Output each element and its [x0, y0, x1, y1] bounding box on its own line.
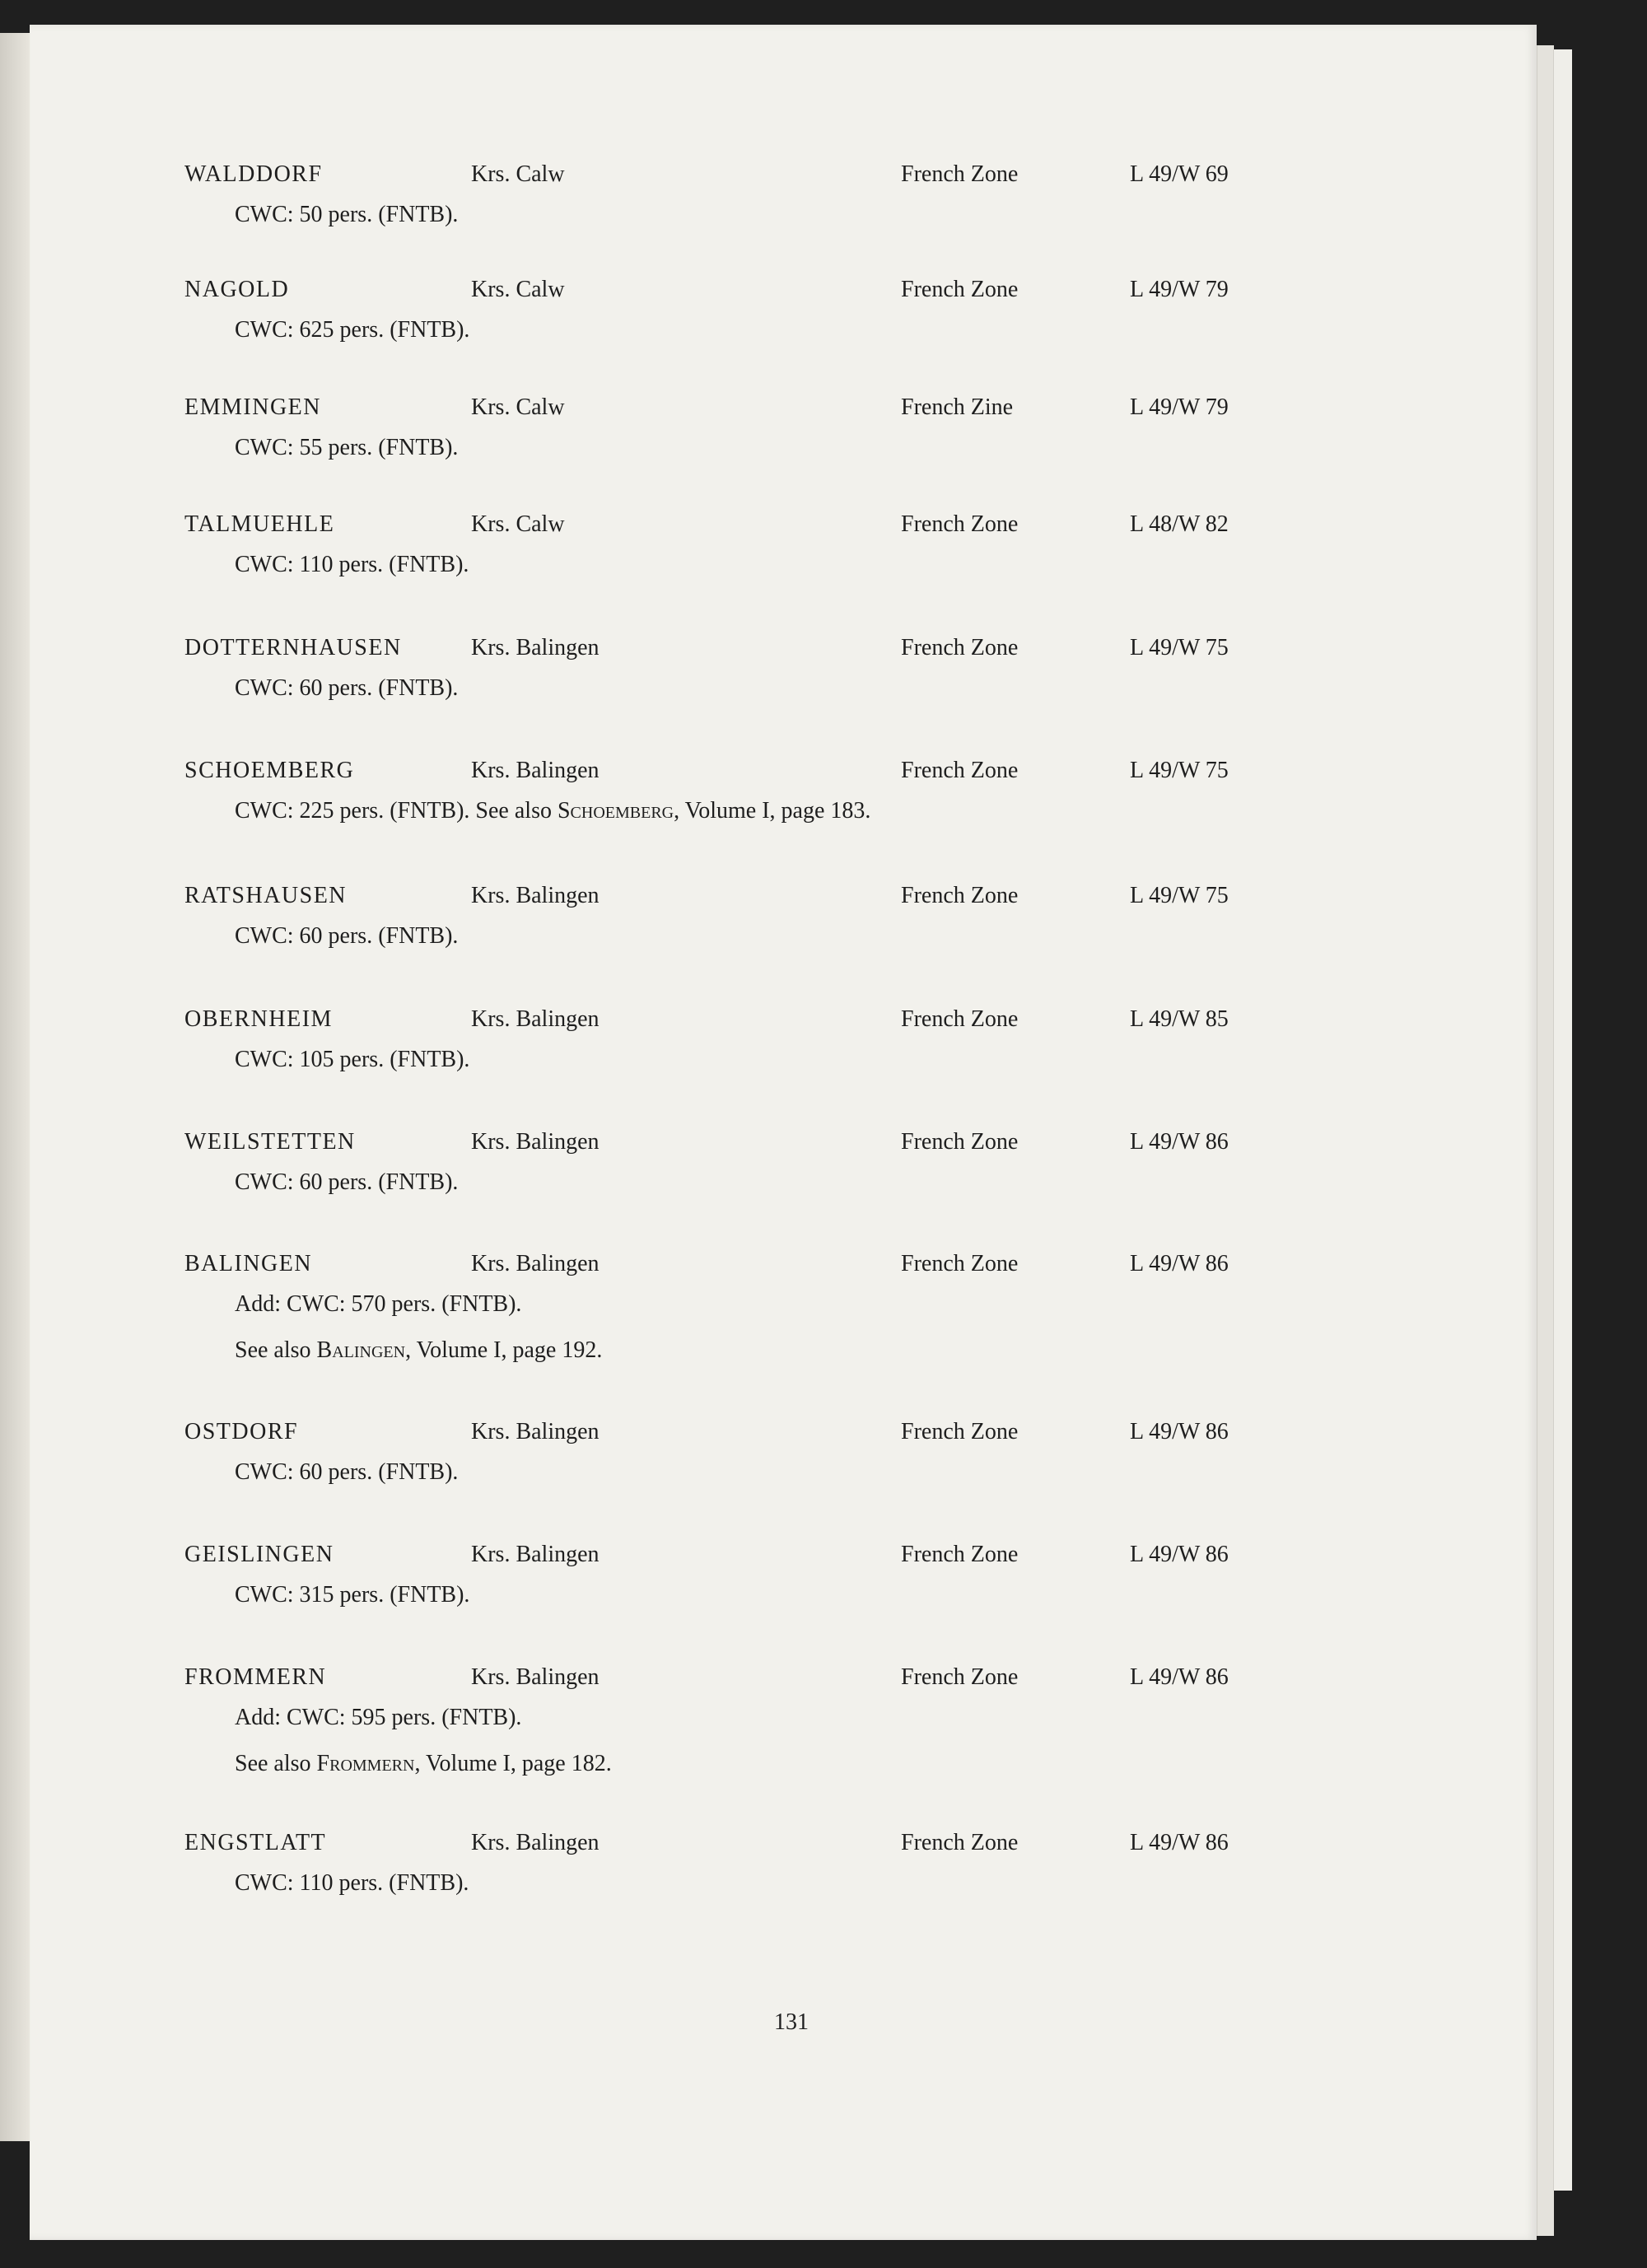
entry-coordinates: L 49/W 86 — [1130, 1542, 1229, 1567]
entry-talmuehle — [0, 511, 1647, 586]
entry-detail: CWC: 50 pers. (FNTB). — [235, 202, 459, 227]
entry-obernheim — [0, 1006, 1647, 1080]
entry-zone: French Zone — [901, 883, 1019, 908]
entry-detail: CWC: 315 pers. (FNTB). — [235, 1582, 470, 1608]
entry-schoemberg — [0, 758, 1647, 832]
entry-emmingen — [0, 394, 1647, 469]
entry-kreis: Krs. Balingen — [471, 1129, 600, 1155]
entry-kreis: Krs. Balingen — [471, 635, 600, 660]
entry-coordinates: L 49/W 85 — [1130, 1006, 1229, 1032]
entry-name: RATSHAUSEN — [184, 883, 348, 908]
entry-ostdorf — [0, 1419, 1647, 1493]
entry-zone: French Zone — [901, 1006, 1019, 1032]
entry-coordinates: L 49/W 69 — [1130, 161, 1229, 187]
entry-detail: CWC: 625 pers. (FNTB). — [235, 317, 470, 343]
entry-coordinates: L 49/W 86 — [1130, 1129, 1229, 1155]
entry-name: ENGSTLATT — [184, 1830, 327, 1855]
entry-kreis: Krs. Balingen — [471, 758, 600, 783]
entry-zone: French Zone — [901, 1664, 1019, 1690]
entry-zone: French Zone — [901, 161, 1019, 187]
entry-coordinates: L 48/W 82 — [1130, 511, 1229, 537]
entry-detail: CWC: 55 pers. (FNTB). — [235, 435, 459, 460]
entry-zone: French Zone — [901, 277, 1019, 302]
entry-name: SCHOEMBERG — [184, 758, 355, 783]
entry-coordinates: L 49/W 75 — [1130, 635, 1229, 660]
entry-name: OSTDORF — [184, 1419, 299, 1444]
entry-zone: French Zone — [901, 1542, 1019, 1567]
entry-zone: French Zone — [901, 1251, 1019, 1276]
entry-kreis: Krs. Balingen — [471, 1830, 600, 1855]
entry-frommern — [0, 1664, 1647, 1785]
entry-zone: French Zone — [901, 1419, 1019, 1444]
entry-detail: Add: CWC: 595 pers. (FNTB). — [235, 1705, 522, 1730]
entry-detail: CWC: 60 pers. (FNTB). — [235, 923, 459, 949]
entry-kreis: Krs. Calw — [471, 511, 565, 537]
entry-coordinates: L 49/W 86 — [1130, 1664, 1229, 1690]
entry-name: WALDDORF — [184, 161, 323, 187]
entry-walddorf — [0, 161, 1647, 236]
entry-coordinates: L 49/W 79 — [1130, 394, 1229, 420]
entry-detail: CWC: 225 pers. (FNTB). See also Schoemberg, Volume I, page 183. — [235, 798, 871, 824]
entry-detail-see-also: See also Frommern, Volume I, page 182. — [235, 1751, 612, 1776]
entry-detail: CWC: 60 pers. (FNTB). — [235, 675, 459, 701]
entry-detail: CWC: 60 pers. (FNTB). — [235, 1459, 459, 1485]
entry-detail: CWC: 60 pers. (FNTB). — [235, 1169, 459, 1195]
entry-kreis: Krs. Balingen — [471, 1251, 600, 1276]
entry-detail: Add: CWC: 570 pers. (FNTB). — [235, 1291, 522, 1317]
entry-name: OBERNHEIM — [184, 1006, 333, 1032]
entry-kreis: Krs. Balingen — [471, 1419, 600, 1444]
entry-detail-see-also: See also Balingen, Volume I, page 192. — [235, 1337, 603, 1363]
entry-kreis: Krs. Balingen — [471, 883, 600, 908]
entry-kreis: Krs. Balingen — [471, 1006, 600, 1032]
entry-coordinates: L 49/W 75 — [1130, 758, 1229, 783]
entry-weilstetten — [0, 1129, 1647, 1203]
entry-dotternhausen — [0, 635, 1647, 709]
entry-name: FROMMERN — [184, 1664, 327, 1690]
entry-kreis: Krs. Balingen — [471, 1664, 600, 1690]
entry-detail: CWC: 110 pers. (FNTB). — [235, 1870, 469, 1896]
entry-zone: French Zone — [901, 635, 1019, 660]
entry-engstlatt — [0, 1830, 1647, 1904]
entry-geislingen — [0, 1542, 1647, 1616]
entry-name: BALINGEN — [184, 1251, 313, 1276]
entry-zone: French Zone — [901, 1129, 1019, 1155]
entry-coordinates: L 49/W 75 — [1130, 883, 1229, 908]
entry-detail: CWC: 105 pers. (FNTB). — [235, 1047, 470, 1072]
entry-coordinates: L 49/W 86 — [1130, 1419, 1229, 1444]
entry-balingen — [0, 1251, 1647, 1371]
entry-name: TALMUEHLE — [184, 511, 335, 537]
entry-name: GEISLINGEN — [184, 1542, 334, 1567]
entry-kreis: Krs. Calw — [471, 277, 565, 302]
entry-coordinates: L 49/W 86 — [1130, 1251, 1229, 1276]
entry-name: DOTTERNHAUSEN — [184, 635, 402, 660]
entry-name: EMMINGEN — [184, 394, 321, 420]
entry-kreis: Krs. Calw — [471, 394, 565, 420]
entry-zone: French Zone — [901, 511, 1019, 537]
entry-kreis: Krs. Balingen — [471, 1542, 600, 1567]
entry-nagold — [0, 277, 1647, 351]
entry-coordinates: L 49/W 79 — [1130, 277, 1229, 302]
entry-zone: French Zone — [901, 1830, 1019, 1855]
entry-detail: CWC: 110 pers. (FNTB). — [235, 552, 469, 577]
entry-coordinates: L 49/W 86 — [1130, 1830, 1229, 1855]
entry-ratshausen — [0, 883, 1647, 957]
entry-zone: French Zine — [901, 394, 1014, 420]
entry-kreis: Krs. Calw — [471, 161, 565, 187]
entry-name: NAGOLD — [184, 277, 290, 302]
entry-zone: French Zone — [901, 758, 1019, 783]
page-number: 131 — [774, 2009, 809, 2035]
entry-name: WEILSTETTEN — [184, 1129, 356, 1155]
